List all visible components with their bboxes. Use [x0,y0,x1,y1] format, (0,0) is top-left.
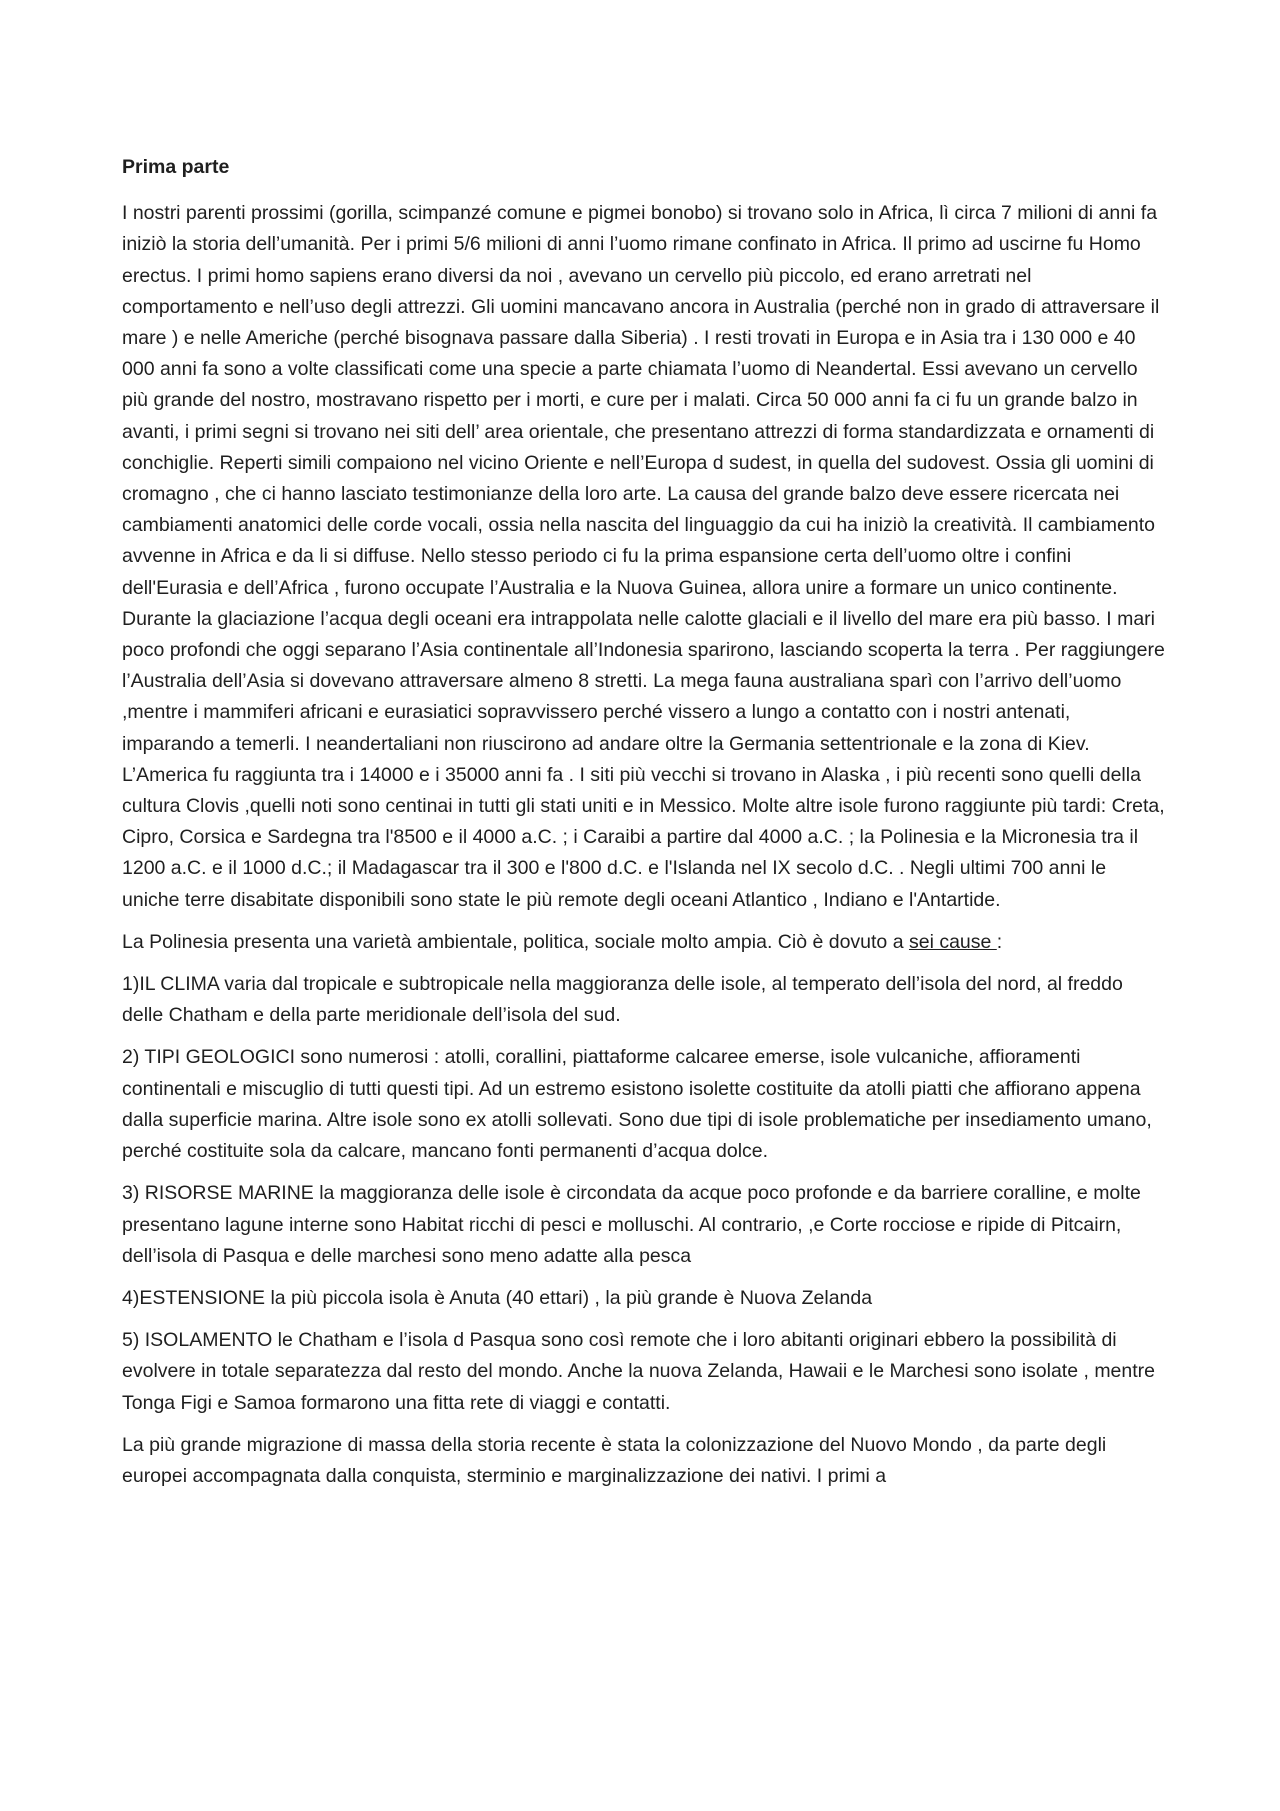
paragraph-tipi-geologici: 2) TIPI GEOLOGICI sono numerosi : atolli, corallini, piattaforme calcaree emerse, isole vulcaniche, affioramenti continentali e miscuglio di tutti questi tipi. Ad un estremo esistono isolette costituite da atolli piatti che affiorano appena dalla superficie marina. Altre isole sono ex atolli sollevati. Sono due tipi di isole problematiche per insediamento umano, perché costituite sola da calcare, mancano fonti permanenti d’acqua dolce. [122,1046,1152,1163]
paragraph-polynesia-intro [122,927,1167,958]
paragraph-migrazione: La più grande migrazione di massa della storia recente è stata la colonizzazione del Nuovo Mondo , da parte degli europei accompagnata dalla conquista, sterminio e marginalizzazione dei nativi. I primi a [122,1433,1107,1487]
paragraph-estensione: 4)ESTENSIONE la più piccola isola è Anuta (40 ettari) , la più grande è Nuova Zelanda [122,1286,873,1309]
paragraph-origins: I nostri parenti prossimi (gorilla, scimpanzé comune e pigmei bonobo) si trovano solo in Africa, lì circa 7 milioni di anni fa iniziò la storia dell’umanità. Per i primi 5/6 milioni di anni l’uomo rimane confinato in Africa. Il primo ad uscirne fu Homo erectus. I primi homo sapiens erano diversi da noi , avevano un cervello più piccolo, ed erano arretrati nel comportamento e nell’uso degli attrezzi. Gli uomini mancavano ancora in Australia (perché non in grado di attraversare il mare ) e nelle Americhe (perché bisognava passare dalla Siberia) . I resti trovati in Europa e in Asia tra i 130 000 e 40 000 anni fa sono a volte classificati come una specie a parte chiamata l’uomo di Neandertal. Essi avevano un cervello più grande del nostro, mostravano rispetto per i morti, e cure per i malati. Circa 50 000 anni fa ci fu un grande balzo in avanti, i primi segni si trovano nei siti dell’ area orientale, che presentano attrezzi di forma standardizzata e ornamenti di conchiglie. Reperti simili compaiono nel vicino Oriente e nell’Europa d sudest, in quella del sudovest. Ossia gli uomini di cromagno , che ci hanno lasciato testimonianze della loro arte. La causa del grande balzo deve essere ricercata nei cambiamenti anatomici delle corde vocali, ossia nella nascita del linguaggio da cui ha iniziò la creatività. Il cambiamento avvenne in Africa e da li si diffuse. Nello stesso periodo ci fu la prima espansione certa dell’uomo oltre i confini dell'Eurasia e dell’Africa , furono occupate l’Australia e la Nuova Guinea, allora unire a formare un unico continente. Durante la glaciazione l’acqua degli oceani era intrappolata nelle calotte glaciali e il livello del mare era più basso. I mari poco profondi che oggi separano l’Asia continentale all’Indonesia sparirono, lasciando scoperta la terra . Per raggiungere l’Australia dell’Asia si dovevano attraversare almeno 8 stretti. La mega fauna australiana sparì con l’arrivo dell’uomo ,mentre i mammiferi africani e eurasiatici sopravvissero perché vissero a lungo a contatto con i nostri antenati, imparando a temerli. I neandertaliani non riuscirono ad andare oltre la Germania settentrionale e la zona di Kiev. L’America fu raggiunta tra i 14000 e i 35000 anni fa . I siti più vecchi si trovano in Alaska , i più recenti sono quelli della cultura Clovis ,quelli noti sono centinai in tutti gli stati uniti e in Messico. Molte altre isole furono raggiunte più tardi: Creta, Cipro, Corsica e Sardegna tra l'8500 e il 4000 a.C. ; i Caraibi a partire dal 4000 a.C. ; la Polinesia e la Micronesia tra il 1200 a.C. e il 1000 d.C.; il Madagascar tra il 300 e l'800 d.C. e l'Islanda nel IX secolo d.C. . Negli ultimi 700 anni le uniche terre disabitate disponibili sono state le più remote degli oceani Atlantico , Indiano e l'Antartide. [122,202,1165,911]
document-page [122,152,1167,1503]
paragraph-polynesia-intro-text: La Polinesia presenta una varietà ambientale, politica, sociale molto ampia. Ciò è dovuto a [122,930,909,953]
paragraph-risorse-marine: 3) RISORSE MARINE la maggioranza delle isole è circondata da acque poco profonde e da barriere coralline, e molte presentano lagune interne sono Habitat ricchi di pesci e molluschi. Al contrario, ,e Corte rocciose e ripide di Pitcairn, dell’isola di Pasqua e delle marchesi sono meno adatte alla pesca [122,1182,1141,1267]
paragraph-isolamento: 5) ISOLAMENTO le Chatham e l’isola d Pasqua sono così remote che i loro abitanti originari ebbero la possibilità di evolvere in totale separatezza dal resto del mondo. Anche la nuova Zelanda, Hawaii e le Marchesi sono isolate , mentre Tonga Figi e Samoa formarono una fitta rete di viaggi e contatti. [122,1329,1156,1414]
paragraph-clima: 1)IL CLIMA varia dal tropicale e subtropicale nella maggioranza delle isole, al temperato dell’isola del nord, al freddo delle Chatham e della parte meridionale dell’isola del sud. [122,973,1123,1027]
paragraph-polynesia-intro-colon: : [996,930,1003,953]
underlined-phrase: sei cause [908,930,997,953]
section-heading: Prima parte [122,156,230,178]
